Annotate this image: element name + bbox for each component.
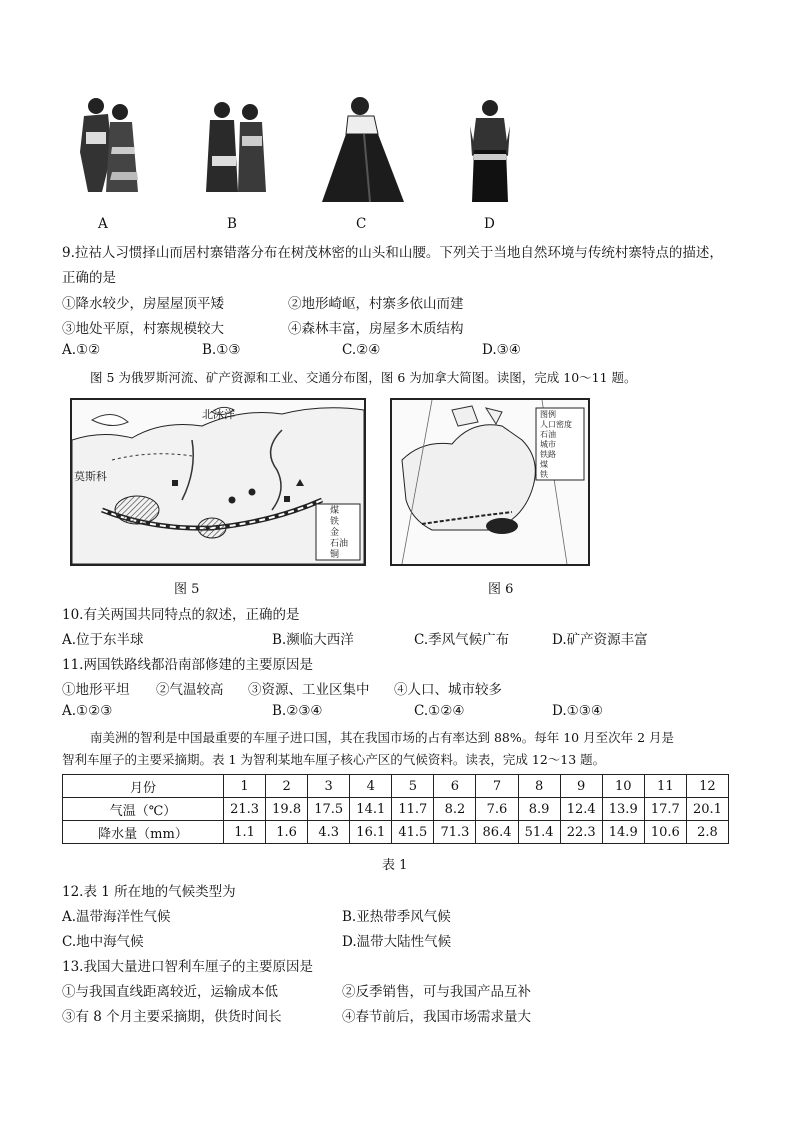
month-cell: 1 [224, 775, 266, 798]
month-cell: 8 [518, 775, 560, 798]
month-cell: 7 [476, 775, 518, 798]
q13-stem: 13.我国大量进口智利车厘子的主要原因是 [62, 959, 313, 975]
q12-choice-c: C.地中海气候 [62, 934, 144, 950]
fig5-caption: 图 5 [174, 582, 200, 597]
fig6-legend-item: 铁 [540, 470, 548, 479]
fig5-place-label: 莫斯科 [74, 470, 107, 483]
row-label-precipitation: 降水量（mm） [63, 821, 224, 844]
temperature-cell: 19.8 [266, 798, 308, 821]
costume-label-c: C [356, 216, 367, 232]
q9-option-2: ②地形崎岖，村寨多依山而建 [288, 296, 464, 312]
fig6-legend-item: 城市 [540, 440, 556, 449]
q10-choice-a: A.位于东半球 [62, 632, 144, 648]
fig6-legend-item: 铁路 [540, 450, 556, 459]
temperature-cell: 21.3 [224, 798, 266, 821]
q11-option-3: ③资源、工业区集中 [248, 682, 370, 698]
fig6-legend-item: 煤 [540, 460, 548, 469]
month-cell: 12 [686, 775, 728, 798]
row-label-temperature: 气温（℃） [63, 798, 224, 821]
month-cell: 5 [392, 775, 434, 798]
precipitation-cell: 41.5 [392, 821, 434, 844]
q13-option-3: ③有 8 个月主要采摘期，供货时间长 [62, 1009, 282, 1025]
month-cell: 6 [434, 775, 476, 798]
q9-choice-c: C.②④ [342, 342, 381, 358]
precipitation-cell: 1.1 [224, 821, 266, 844]
row-label-month: 月份 [63, 775, 224, 798]
temperature-cell: 7.6 [476, 798, 518, 821]
month-cell: 2 [266, 775, 308, 798]
q9-choice-b: B.①③ [202, 342, 241, 358]
q10-choice-c: C.季风气候广布 [414, 632, 510, 648]
q13-option-2: ②反季销售，可与我国产品互补 [342, 984, 531, 1000]
fig5-legend-item: 铁 [330, 517, 340, 527]
fig6-legend-item: 石油 [540, 430, 556, 439]
q9-stem-line2: 正确的是 [62, 270, 116, 286]
precipitation-cell: 86.4 [476, 821, 518, 844]
q11-choice-c: C.①②④ [414, 703, 465, 719]
fig6-caption: 图 6 [488, 582, 514, 597]
q12-choice-b: B.亚热带季风气候 [342, 909, 451, 925]
table-row-temperature [63, 798, 729, 821]
costume-figure-a [72, 92, 144, 204]
table-row-precipitation [63, 821, 729, 844]
month-cell: 9 [560, 775, 602, 798]
costume-label-a: A [98, 216, 108, 232]
precipitation-cell: 10.6 [644, 821, 686, 844]
temperature-cell: 20.1 [686, 798, 728, 821]
q10-stem: 10.有关两国共同特点的叙述，正确的是 [62, 607, 300, 623]
q9-option-3: ③地处平原，村寨规模较大 [62, 321, 224, 337]
q12-stem: 12.表 1 所在地的气候类型为 [62, 884, 236, 900]
intro-10-11: 图 5 为俄罗斯河流、矿产资源和工业、交通分布图，图 6 为加拿大简图。读图，完成 10～11 题。 [90, 370, 637, 385]
fig5-legend-item: 金 [330, 528, 340, 538]
temperature-cell: 8.2 [434, 798, 476, 821]
precipitation-cell: 4.3 [308, 821, 350, 844]
q10-choice-b: B.濒临大西洋 [272, 632, 354, 648]
q11-choice-a: A.①②③ [62, 703, 113, 719]
costume-figure-d [462, 96, 518, 206]
q13-option-1: ①与我国直线距离较近，运输成本低 [62, 984, 278, 1000]
fig6-legend-item: 人口密度 [540, 420, 572, 429]
fig6-legend [540, 410, 572, 480]
q12-choice-d: D.温带大陆性气候 [342, 934, 452, 950]
climate-table [62, 774, 729, 844]
month-cell: 11 [644, 775, 686, 798]
precipitation-cell: 14.9 [602, 821, 644, 844]
q9-stem-line1: 9.拉祜人习惯择山而居村寨错落分布在树茂林密的山头和山腰。下列关于当地自然环境与传统村寨特点的描述， [62, 245, 723, 261]
q10-choice-d: D.矿产资源丰富 [552, 632, 648, 648]
precipitation-cell: 16.1 [350, 821, 392, 844]
q11-choice-b: B.②③④ [272, 703, 323, 719]
russia-map [70, 398, 366, 566]
fig5-legend [330, 506, 348, 561]
costume-figure-b [200, 96, 272, 204]
q9-choice-a: A.①② [62, 342, 101, 358]
fig5-legend-item: 煤 [330, 506, 340, 516]
canada-map [390, 398, 590, 566]
fig6-legend-title: 图例 [540, 410, 556, 419]
q9-option-4: ④森林丰富，房屋多木质结构 [288, 321, 464, 337]
q11-option-1: ①地形平坦 [62, 682, 130, 698]
costume-label-d: D [484, 216, 495, 232]
costume-figure-c [318, 94, 408, 206]
month-cell: 3 [308, 775, 350, 798]
temperature-cell: 17.5 [308, 798, 350, 821]
fig5-legend-item: 铜 [330, 550, 340, 560]
table-row-month [63, 775, 729, 798]
month-cell: 10 [602, 775, 644, 798]
month-cell: 4 [350, 775, 392, 798]
q9-choice-d: D.③④ [482, 342, 521, 358]
fig5-ocean-label: 北冰洋 [202, 408, 235, 421]
fig5-legend-item: 石油 [330, 539, 349, 549]
precipitation-cell: 2.8 [686, 821, 728, 844]
precipitation-cell: 1.6 [266, 821, 308, 844]
precipitation-cell: 22.3 [560, 821, 602, 844]
q13-option-4: ④春节前后，我国市场需求量大 [342, 1009, 531, 1025]
q11-stem: 11.两国铁路线都沿南部修建的主要原因是 [62, 657, 313, 673]
temperature-cell: 11.7 [392, 798, 434, 821]
q11-option-4: ④人口、城市较多 [394, 682, 502, 698]
temperature-cell: 17.7 [644, 798, 686, 821]
q9-option-1: ①降水较少，房屋屋顶平矮 [62, 296, 224, 312]
table1-caption: 表 1 [382, 858, 408, 873]
q11-choice-d: D.①③④ [552, 703, 603, 719]
precipitation-cell: 71.3 [434, 821, 476, 844]
q11-option-2: ②气温较高 [156, 682, 224, 698]
costume-label-b: B [227, 216, 237, 232]
temperature-cell: 14.1 [350, 798, 392, 821]
temperature-cell: 12.4 [560, 798, 602, 821]
precipitation-cell: 51.4 [518, 821, 560, 844]
q12-choice-a: A.温带海洋性气候 [62, 909, 171, 925]
intro-12-13-line1: 南美洲的智利是中国最重要的车厘子进口国，其在我国市场的占有率达到 88%。每年 10 月至次年 2 月是 [90, 730, 675, 745]
temperature-cell: 8.9 [518, 798, 560, 821]
temperature-cell: 13.9 [602, 798, 644, 821]
intro-12-13-line2: 智利车厘子的主要采摘期。表 1 为智利某地车厘子核心产区的气候资料。读表，完成 12～13 题。 [62, 752, 606, 767]
